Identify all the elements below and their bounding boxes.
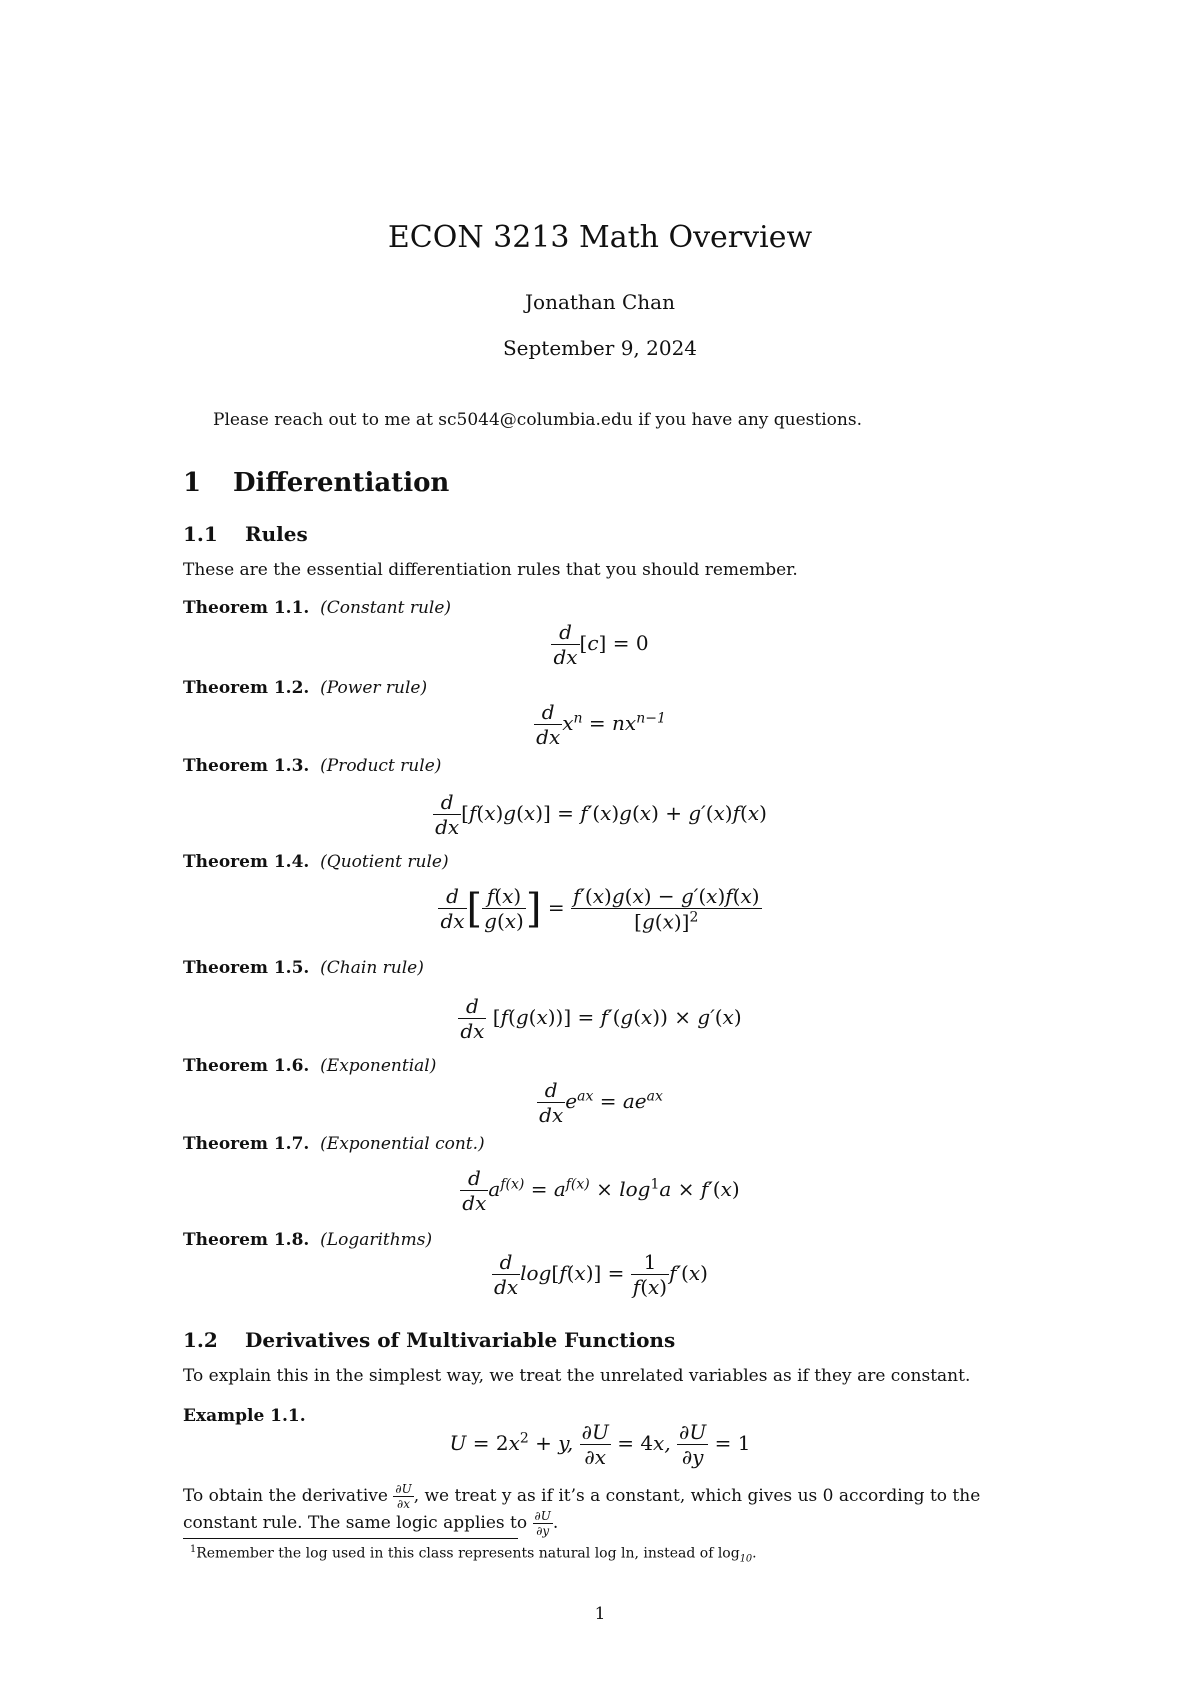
subsection-title: Rules <box>245 522 308 546</box>
theorem-label: Theorem 1.1. <box>183 598 310 618</box>
theorem-1-7 <box>183 1134 485 1154</box>
theorem-1-6 <box>183 1056 436 1076</box>
equation-power-rule: $\frac{d}{dx}$ $x^n = nx^{n-1}$ <box>536 700 666 749</box>
explanation-text-d: . <box>552 1513 559 1533</box>
intro-paragraph: Please reach out to me at sc5044@columbia.edu if you have any questions. <box>213 410 862 430</box>
section-number: 1 <box>183 468 202 498</box>
example-explanation-line-1: To obtain the derivative $\frac{\partial U}{\partial x}$ , we treat y as if it’s a constant, which gives us 0 according to the <box>183 1482 981 1511</box>
theorem-name: (Exponential cont.) <box>320 1134 485 1154</box>
equation-chain-rule: $\frac{d}{dx}$ [f(g(x))] = f′(g(x)) × g′(x) <box>460 994 742 1043</box>
theorem-name: (Exponential) <box>320 1056 437 1076</box>
theorem-name: (Quotient rule) <box>320 852 449 872</box>
equation-example: $U = 2x^2 + y$, $\frac{\partial U}{\partial x}$ = 4x, $\frac{\partial U}{\partial y}$ = 1 <box>449 1420 751 1469</box>
multivariable-intro: To explain this in the simplest way, we treat the unrelated variables as if they are constant. <box>183 1366 971 1386</box>
theorem-1-8 <box>183 1230 432 1250</box>
theorem-1-3 <box>183 756 441 776</box>
theorem-label: Theorem 1.6. <box>183 1056 310 1076</box>
theorem-label: Theorem 1.7. <box>183 1134 310 1154</box>
theorem-1-4 <box>183 852 449 872</box>
explanation-text-c: constant rule. The same logic applies to <box>183 1513 528 1533</box>
theorem-label: Theorem 1.5. <box>183 958 310 978</box>
example-label: Example 1.1. <box>183 1406 306 1426</box>
theorem-name: (Product rule) <box>320 756 442 776</box>
page-number: 1 <box>594 1604 606 1624</box>
theorem-label: Theorem 1.3. <box>183 756 310 776</box>
equation-quotient-rule: $\frac{d}{dx}$ [ $\frac{f(x)}{g(x)}$ ] = $\frac{f'(x)g(x) - g'(x)f(x)}{[g(x)]^2}$ <box>440 884 760 934</box>
equation-exponential: $\frac{d}{dx}$ $e^{ax} = ae^{ax}$ <box>539 1078 663 1127</box>
example-explanation-line-2: constant rule. The same logic applies to $\frac{\partial U}{\partial y}$ . <box>183 1509 559 1538</box>
subsection-heading-1-2 <box>183 1328 675 1352</box>
theorem-1-5 <box>183 958 424 978</box>
theorem-1-1 <box>183 598 451 618</box>
paper-title: ECON 3213 Math Overview <box>387 220 813 255</box>
footnote: $^1$Remember the log used in this class represents natural log ln, instead of $\log_{10}$. <box>190 1544 757 1565</box>
explanation-text-b: , we treat y as if it’s a constant, which gives us 0 according to the <box>413 1486 981 1506</box>
section-heading-1 <box>183 468 449 498</box>
equation-exponential-cont: $\frac{d}{dx}$ $a^{f(x)} = a^{f(x)} \times \log^1a \times f'(x)$ <box>462 1166 740 1215</box>
footnote-text: Remember the log used in this class represents natural log ln, instead of log <box>196 1545 740 1562</box>
theorem-name: (Constant rule) <box>320 598 452 618</box>
paper-author: Jonathan Chan <box>525 290 675 314</box>
subsection-number: 1.2 <box>183 1328 218 1352</box>
paper-date: September 9, 2024 <box>502 336 698 360</box>
theorem-name: (Power rule) <box>320 678 428 698</box>
equation-constant-rule: $\frac{d}{dx}$ [c] = 0 <box>553 620 649 669</box>
subsection-title: Derivatives of Multivariable Functions <box>245 1328 676 1352</box>
theorem-name: (Chain rule) <box>320 958 424 978</box>
equation-logarithms: $\frac{d}{dx}$ log[f(x)] = $\frac{1}{f(x)}$ f′(x) <box>494 1250 708 1299</box>
theorem-label: Theorem 1.4. <box>183 852 310 872</box>
subsection-number: 1.1 <box>183 522 218 546</box>
theorem-label: Theorem 1.8. <box>183 1230 310 1250</box>
section-title: Differentiation <box>233 468 450 498</box>
theorem-1-2 <box>183 678 427 698</box>
subsection-heading-1-1 <box>183 522 308 546</box>
explanation-text-a: To obtain the derivative <box>183 1486 388 1506</box>
rules-intro: These are the essential differentiation rules that you should remember. <box>183 560 798 580</box>
footnote-rule <box>183 1538 518 1539</box>
theorem-name: (Logarithms) <box>320 1230 433 1250</box>
equation-product-rule: $\frac{d}{dx}$ [f(x)g(x)] = f′(x)g(x) + g′(x)f(x) <box>435 790 767 839</box>
theorem-label: Theorem 1.2. <box>183 678 310 698</box>
